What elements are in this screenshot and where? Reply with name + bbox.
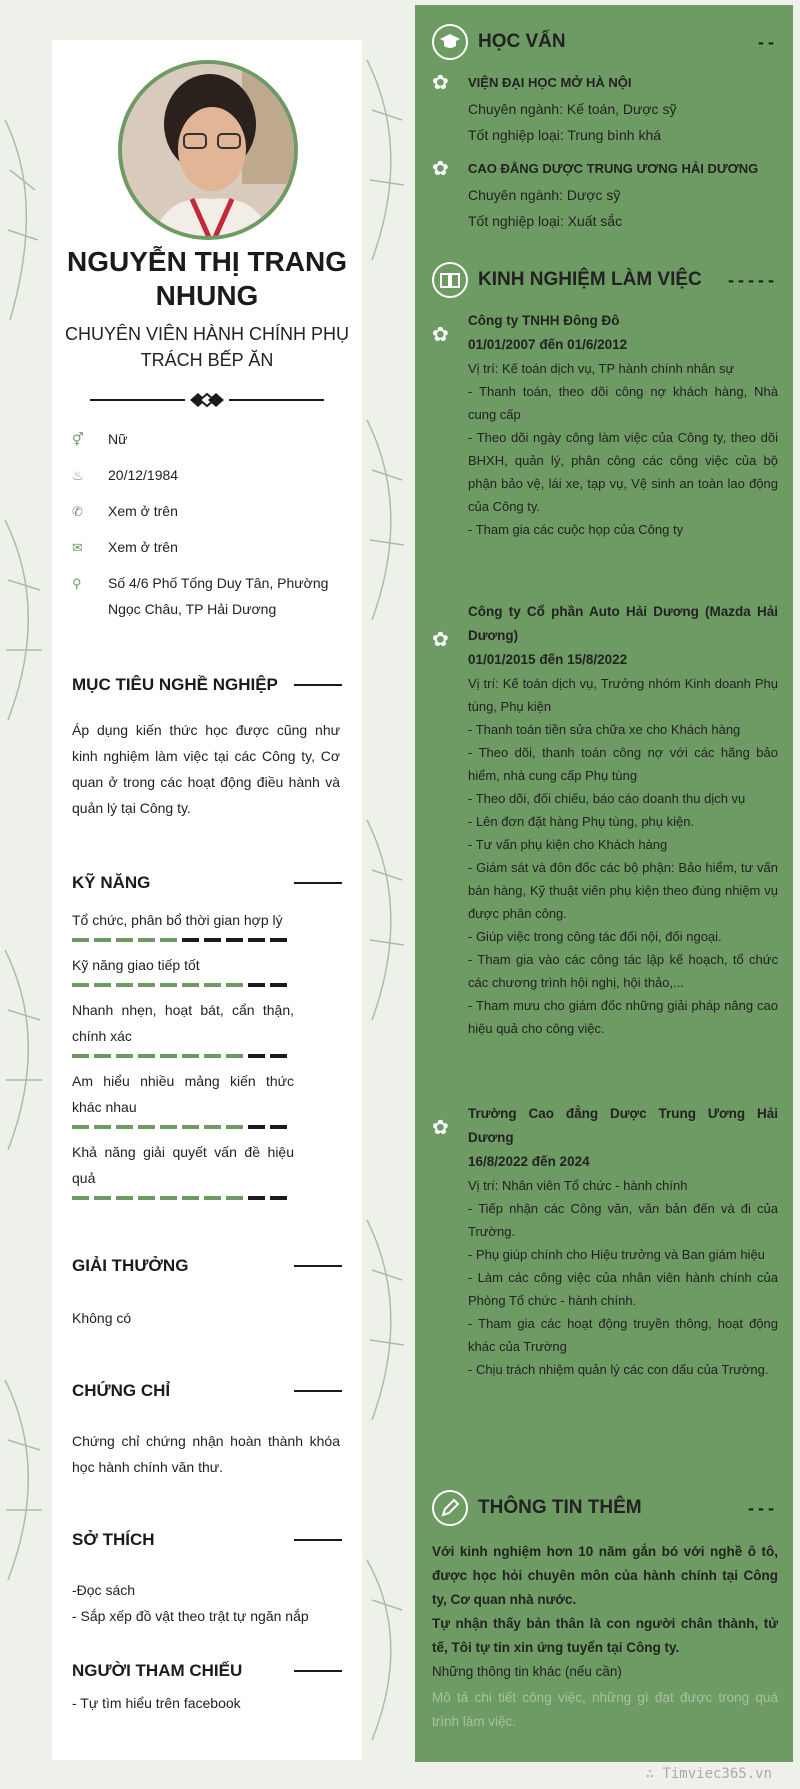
job-entry: Trường Cao đẳng Dược Trung Ương Hải Dương 16/8/2022 đến 2024 Vị trí: Nhân viên Tổ chức - hành chính - Tiếp nhận các Công văn, văn bản đến và đi của Trường. - Phụ giúp chính cho Hiệu trưởng và Ban giám hiệu - Làm các công việc của nhân viên hành chính của Phòng Tổ chức - hành chính. - Tham gia các hoạt động truyền thông, hoạt động khác của Trường - Chịu trách nhiệm quản lý các con dấu của Trường. bbox=[468, 1102, 778, 1381]
job-duty-line: - Tư vấn phụ kiện cho Khách hàng bbox=[468, 837, 668, 852]
job-duty-line: - Giúp việc trong công tác đối nội, đối ngoại. bbox=[468, 929, 722, 944]
flower-bullet-icon: ✿ bbox=[432, 158, 449, 180]
contact-address: ⚲ Số 4/6 Phố Tống Duy Tân, Phường Ngọc Châu, TP Hải Dương bbox=[72, 570, 338, 622]
skill-level-segment bbox=[270, 983, 287, 987]
experience-heading: KINH NGHIỆM LÀM VIỆC ----- bbox=[432, 262, 778, 298]
references-text: - Tự tìm hiểu trên facebook bbox=[72, 1695, 241, 1711]
birthday-cake-icon: ♨ bbox=[72, 468, 84, 483]
certificates-text: Chứng chỉ chứng nhận hoàn thành khóa học hành chính văn thư. bbox=[72, 1433, 340, 1475]
skill-level-segment bbox=[72, 1196, 89, 1200]
job-duty-line: - Tiếp nhận các Công văn, văn bản đến và đi của Trường. bbox=[468, 1201, 778, 1239]
job-duty-line: - Theo dõi, thanh toán công nợ với các hãng bảo hiểm, nhà cung cấp Phụ tùng bbox=[468, 745, 778, 783]
contact-email: ✉ Xem ở trên bbox=[72, 534, 338, 561]
job-duty-line: - Làm các công việc của nhân viên hành chính của Phòng Tổ chức - hành chính. bbox=[468, 1270, 778, 1308]
skill-level-segment bbox=[270, 938, 287, 942]
skill-level-segment bbox=[138, 983, 155, 987]
skill-level-bar bbox=[72, 938, 287, 941]
skill-label: Tổ chức, phân bổ thời gian hợp lý bbox=[72, 912, 283, 928]
skill-level-bar bbox=[72, 1196, 287, 1199]
candidate-name: NGUYỄN THỊ TRANG NHUNG bbox=[67, 246, 347, 311]
skill-level-segment bbox=[204, 1125, 221, 1129]
skill-level-segment bbox=[270, 1054, 287, 1058]
job-duty-line: Vị trí: Kế toán dịch vụ, Trưởng nhóm Kinh doanh Phụ tùng, Phụ kiện bbox=[468, 676, 778, 714]
job-duty-line: - Tham mưu cho giám đốc những giải pháp nâng cao hiệu quả cho công việc. bbox=[468, 998, 778, 1036]
skill-label: Nhanh nhẹn, hoạt bát, cẩn thận, chính xác bbox=[72, 1002, 294, 1044]
awards-text: Không có bbox=[72, 1310, 132, 1326]
contact-birthday: ♨ 20/12/1984 bbox=[72, 462, 338, 489]
job-duty-line: - Lên đơn đặt hàng Phụ tùng, phụ kiện. bbox=[468, 814, 695, 829]
skill-level-segment bbox=[72, 938, 89, 942]
skill-level-segment bbox=[160, 983, 177, 987]
job-duty-line: Vị trí: Nhân viên Tổ chức - hành chính bbox=[468, 1178, 688, 1193]
person-photo-icon bbox=[122, 64, 298, 240]
skill-level-segment bbox=[248, 1054, 265, 1058]
certificates-heading: CHỨNG CHỈ bbox=[72, 1381, 342, 1401]
job-duty-line: - Phụ giúp chính cho Hiệu trưởng và Ban giám hiệu bbox=[468, 1247, 765, 1262]
extra-info-other: Những thông tin khác (nếu cần) bbox=[432, 1664, 622, 1679]
job-duty-line: - Theo dõi, đối chiếu, báo cáo doanh thu dịch vụ bbox=[468, 791, 746, 806]
skill-level-segment bbox=[182, 1125, 199, 1129]
skill-level-segment bbox=[94, 1125, 111, 1129]
job-duty-line: - Thanh toán tiền sửa chữa xe cho Khách hàng bbox=[468, 722, 741, 737]
job-duty-line: - Theo dõi ngày công làm việc của Công ty, theo dõi BHXH, quản lý, phân công các công việc của bộ phận bảo vệ, lái xe, tạp vụ, Vệ sinh an toàn lao động của Công ty. bbox=[468, 430, 778, 514]
skill-level-segment bbox=[94, 983, 111, 987]
candidate-role: CHUYÊN VIÊN HÀNH CHÍNH PHỤ TRÁCH BẾP ĂN bbox=[64, 324, 350, 370]
skill-level-segment bbox=[116, 1196, 133, 1200]
pen-icon bbox=[432, 1490, 468, 1526]
skill-level-segment bbox=[204, 1054, 221, 1058]
skill-level-segment bbox=[138, 1125, 155, 1129]
skill-level-segment bbox=[182, 938, 199, 942]
job-entry: Công ty TNHH Đông Đô 01/01/2007 đến 01/6/2012 Vị trí: Kế toán dịch vụ, TP hành chính nhân sự - Thanh toán, theo dõi công nợ khách hàng, Nhà cung cấp - Theo dõi ngày công làm việc của Công ty, theo dõi BHXH, quản lý, phân công các công việc của bộ phận bảo vệ, lái xe, tạp vụ, Vệ sinh an toàn lao động của Công ty. - Tham gia các cuộc họp của Công ty bbox=[468, 309, 778, 541]
skill-level-segment bbox=[160, 1054, 177, 1058]
skill-level-segment bbox=[204, 983, 221, 987]
skill-level-segment bbox=[116, 1125, 133, 1129]
email-icon: ✉ bbox=[72, 540, 83, 555]
skills-heading: KỸ NĂNG bbox=[72, 873, 342, 893]
flower-bullet-icon: ✿ bbox=[432, 1117, 449, 1139]
skill-level-bar bbox=[72, 1054, 287, 1057]
job-duty-line: - Tham gia vào các công tác lập kế hoạch, tổ chức các chương trình hội nghị, hội thảo,... bbox=[468, 952, 778, 990]
skill-level-segment bbox=[116, 1054, 133, 1058]
leaf-decoration-middle bbox=[362, 0, 417, 1789]
job-duty-line: - Thanh toán, theo dõi công nợ khách hàng, Nhà cung cấp bbox=[468, 384, 778, 422]
skill-level-segment bbox=[204, 1196, 221, 1200]
skill-level-segment bbox=[72, 1125, 89, 1129]
skill-level-segment bbox=[248, 983, 265, 987]
objective-heading: MỤC TIÊU NGHỀ NGHIỆP bbox=[72, 675, 342, 695]
job-duty-line: - Tham gia các cuộc họp của Công ty bbox=[468, 522, 684, 537]
skill-level-segment bbox=[182, 983, 199, 987]
skill-level-segment bbox=[160, 1196, 177, 1200]
skill-level-segment bbox=[72, 1054, 89, 1058]
skill-level-segment bbox=[94, 1054, 111, 1058]
avatar bbox=[118, 60, 298, 240]
flower-bullet-icon: ✿ bbox=[432, 629, 449, 651]
skill-label: Khả năng giải quyết vấn đề hiệu quả bbox=[72, 1144, 294, 1186]
skill-level-segment bbox=[226, 1196, 243, 1200]
skill-level-segment bbox=[116, 938, 133, 942]
phone-icon: ✆ bbox=[72, 504, 83, 519]
skill-level-segment bbox=[204, 938, 221, 942]
graduation-cap-icon bbox=[432, 24, 468, 60]
footer-watermark: ∴ Timviec365.vn bbox=[645, 1766, 772, 1782]
contact-gender: ⚥ Nữ bbox=[72, 426, 338, 453]
skill-level-segment bbox=[160, 1125, 177, 1129]
hobbies-heading: SỞ THÍCH bbox=[72, 1530, 342, 1550]
skill-level-segment bbox=[138, 1054, 155, 1058]
skill-level-segment bbox=[270, 1196, 287, 1200]
extra-info-heading: THÔNG TIN THÊM --- bbox=[432, 1490, 778, 1526]
skill-level-segment bbox=[182, 1054, 199, 1058]
job-duty-line: Vị trí: Kế toán dịch vụ, TP hành chính nhân sự bbox=[468, 361, 735, 376]
skill-level-segment bbox=[248, 1125, 265, 1129]
skill-level-segment bbox=[248, 1196, 265, 1200]
location-pin-icon: ⚲ bbox=[72, 576, 82, 591]
gender-icon: ⚥ bbox=[72, 432, 84, 447]
skill-level-segment bbox=[270, 1125, 287, 1129]
book-icon bbox=[432, 262, 468, 298]
skill-level-segment bbox=[94, 938, 111, 942]
education-item: VIỆN ĐẠI HỌC MỞ HÀ NỘI Chuyên ngành: Kế toán, Dược sỹ Tốt nghiệp loại: Trung bình khá bbox=[468, 75, 677, 143]
skill-level-segment bbox=[226, 1125, 243, 1129]
skill-level-bar bbox=[72, 983, 287, 986]
skill-level-segment bbox=[138, 1196, 155, 1200]
skill-level-segment bbox=[94, 1196, 111, 1200]
ornament-divider bbox=[90, 392, 324, 408]
education-item: CAO ĐẲNG DƯỢC TRUNG ƯƠNG HẢI DƯƠNG Chuyên ngành: Dược sỹ Tốt nghiệp loại: Xuất sắc bbox=[468, 161, 759, 229]
skill-level-segment bbox=[138, 938, 155, 942]
references-heading: NGƯỜI THAM CHIẾU bbox=[72, 1661, 342, 1681]
job-duty-line: - Chịu trách nhiệm quản lý các con dấu của Trường. bbox=[468, 1362, 769, 1377]
leaf-decoration-left bbox=[0, 0, 60, 1789]
skill-level-segment bbox=[160, 938, 177, 942]
objective-text: Áp dụng kiến thức học được cũng như kinh nghiệm làm việc tại các Công ty, Cơ quan ở trong các hoạt động điều hành và quản lý tại Công ty. bbox=[72, 722, 340, 816]
skill-level-segment bbox=[182, 1196, 199, 1200]
skill-level-segment bbox=[116, 983, 133, 987]
contact-phone: ✆ Xem ở trên bbox=[72, 498, 338, 525]
education-heading: HỌC VẤN -- bbox=[432, 24, 778, 60]
awards-heading: GIẢI THƯỞNG bbox=[72, 1256, 342, 1276]
skill-level-segment bbox=[226, 983, 243, 987]
skill-level-segment bbox=[72, 983, 89, 987]
skill-label: Am hiểu nhiều mảng kiến thức khác nhau bbox=[72, 1073, 294, 1115]
job-duty-line: - Giám sát và đôn đốc các bộ phận: Bảo hiểm, tư vấn bán hàng, Kỹ thuật viên phụ kiện theo đúng nhiệm vụ được phân công. bbox=[468, 860, 778, 921]
flower-bullet-icon: ✿ bbox=[432, 72, 449, 94]
hobby-item: -Đọc sách bbox=[72, 1582, 136, 1598]
hobby-item: - Sắp xếp đồ vật theo trật tự ngăn nắp bbox=[72, 1608, 309, 1624]
extra-info-text: Với kinh nghiệm hơn 10 năm gắn bó với nghề ô tô, được học hỏi chuyên môn của hành chính tại Công ty, Cơ quan nhà nước. Tự nhận thấy bản thân là con người chân thành, tử tế, Tôi tự tin xin ứng tuyển tại Công ty. bbox=[432, 1544, 778, 1655]
job-entry: Công ty Cổ phần Auto Hải Dương (Mazda Hải Dương) 01/01/2015 đến 15/8/2022 Vị trí: Kế toán dịch vụ, Trưởng nhóm Kinh doanh Phụ tùng, Phụ kiện - Thanh toán tiền sửa chữa xe cho Khách hàng - Theo dõi, thanh toán công nợ với các hãng bảo hiểm, nhà cung cấp Phụ tùng - Theo dõi, đối chiếu, báo cáo doanh thu dịch vụ - Lên đơn đặt hàng Phụ tùng, phụ kiện. - Tư vấn phụ kiện cho Khách hàng - Giám sát và đôn đốc các bộ phận: Bảo hiểm, tư vấn bán hàng, Kỹ thuật viên phụ kiện theo đúng nhiệm vụ được phân công. - Giúp việc trong công tác đối nội, đối ngoại. - Tham gia vào các công tác lập kế hoạch, tổ chức các chương trình hội nghị, hội thảo,... - Tham mưu cho giám đốc những giải pháp nâng cao hiệu quả cho công việc. bbox=[468, 600, 778, 1040]
extra-info-placeholder: Mô tả chi tiết công việc, những gì đạt được trong quá trình làm việc. bbox=[432, 1690, 778, 1729]
skill-level-segment bbox=[226, 938, 243, 942]
skill-level-segment bbox=[226, 1054, 243, 1058]
skill-label: Kỹ năng giao tiếp tốt bbox=[72, 957, 200, 973]
skill-level-segment bbox=[248, 938, 265, 942]
job-duty-line: - Tham gia các hoạt động truyền thông, hoạt động khác của Trường bbox=[468, 1316, 778, 1354]
flower-bullet-icon: ✿ bbox=[432, 324, 449, 346]
skill-level-bar bbox=[72, 1125, 287, 1128]
